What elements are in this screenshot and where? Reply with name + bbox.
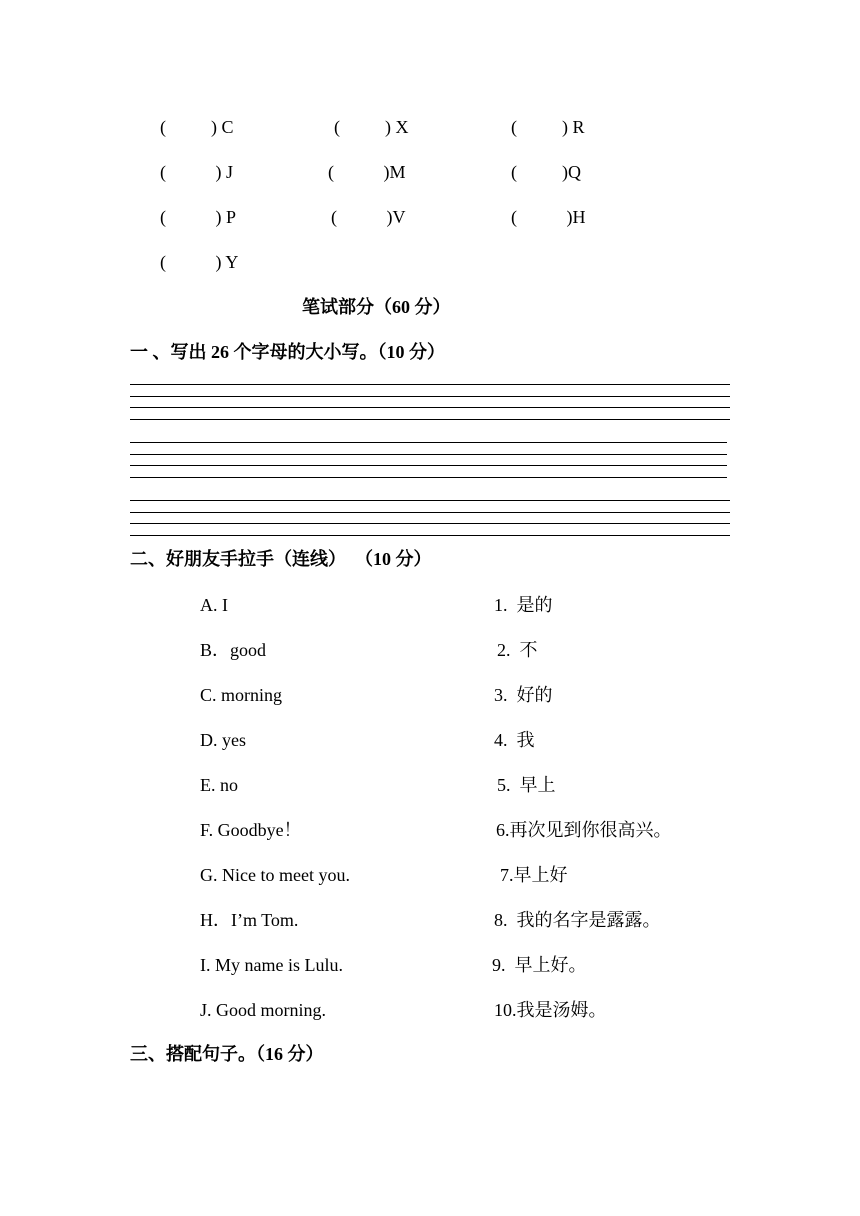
written-part-title: 笔试部分（60 分） — [302, 297, 451, 317]
writing-line — [130, 523, 730, 524]
match-right-item[interactable]: 10.我是汤姆。 — [494, 1000, 607, 1020]
letter-blank-x[interactable]: ( ) X — [334, 117, 409, 137]
letter-blank-y[interactable]: ( ) Y — [160, 252, 239, 272]
match-right-item[interactable]: 6.再次见到你很高兴。 — [496, 820, 672, 840]
writing-line — [130, 535, 730, 536]
match-left-item[interactable]: E. no — [200, 775, 238, 795]
match-left-item[interactable]: C. morning — [200, 685, 283, 705]
match-right-item[interactable]: 4. 我 — [494, 730, 535, 750]
match-right-item[interactable]: 9. 早上好。 — [492, 955, 587, 975]
letter-blank-v[interactable]: ( )V — [331, 207, 406, 227]
writing-line — [130, 384, 730, 385]
writing-line — [130, 407, 730, 408]
letter-blank-j[interactable]: ( ) J — [160, 162, 233, 182]
match-left-item[interactable]: J. Good morning. — [200, 1000, 326, 1020]
letter-blank-q[interactable]: ( )Q — [511, 162, 581, 182]
writing-line — [130, 454, 727, 455]
match-left-item[interactable]: F. Goodbye！ — [200, 820, 302, 840]
match-left-item[interactable]: G. Nice to meet you. — [200, 865, 350, 885]
letter-blank-c[interactable]: ( ) C — [160, 117, 234, 137]
section1-title: 一 、写出 26 个字母的大小写。（10 分） — [130, 342, 445, 362]
writing-line — [130, 500, 730, 501]
writing-line — [130, 512, 730, 513]
writing-line — [130, 396, 730, 397]
match-left-item[interactable]: I. My name is Lulu. — [200, 955, 343, 975]
writing-line — [130, 419, 730, 420]
writing-line — [130, 442, 727, 443]
match-right-item[interactable]: 5. 早上 — [497, 775, 556, 795]
letter-blank-h[interactable]: ( )H — [511, 207, 586, 227]
match-left-item[interactable]: A. I — [200, 595, 228, 615]
match-right-item[interactable]: 7.早上好 — [500, 865, 568, 885]
match-right-item[interactable]: 1. 是的 — [494, 595, 553, 615]
writing-line — [130, 465, 727, 466]
section3-title: 三、搭配句子。（16 分） — [130, 1044, 324, 1064]
letter-blank-r[interactable]: ( ) R — [511, 117, 585, 137]
match-right-item[interactable]: 2. 不 — [497, 640, 538, 660]
writing-line — [130, 477, 727, 478]
match-left-item[interactable]: B．good — [200, 640, 267, 660]
match-right-item[interactable]: 8. 我的名字是露露。 — [494, 910, 661, 930]
letter-blank-m[interactable]: ( )M — [328, 162, 406, 182]
match-right-item[interactable]: 3. 好的 — [494, 685, 553, 705]
match-left-item[interactable]: D. yes — [200, 730, 246, 750]
letter-blank-p[interactable]: ( ) P — [160, 207, 236, 227]
section2-title: 二、好朋友手拉手（连线） （10 分） — [130, 549, 432, 569]
match-left-item[interactable]: H．I’m Tom. — [200, 910, 299, 930]
